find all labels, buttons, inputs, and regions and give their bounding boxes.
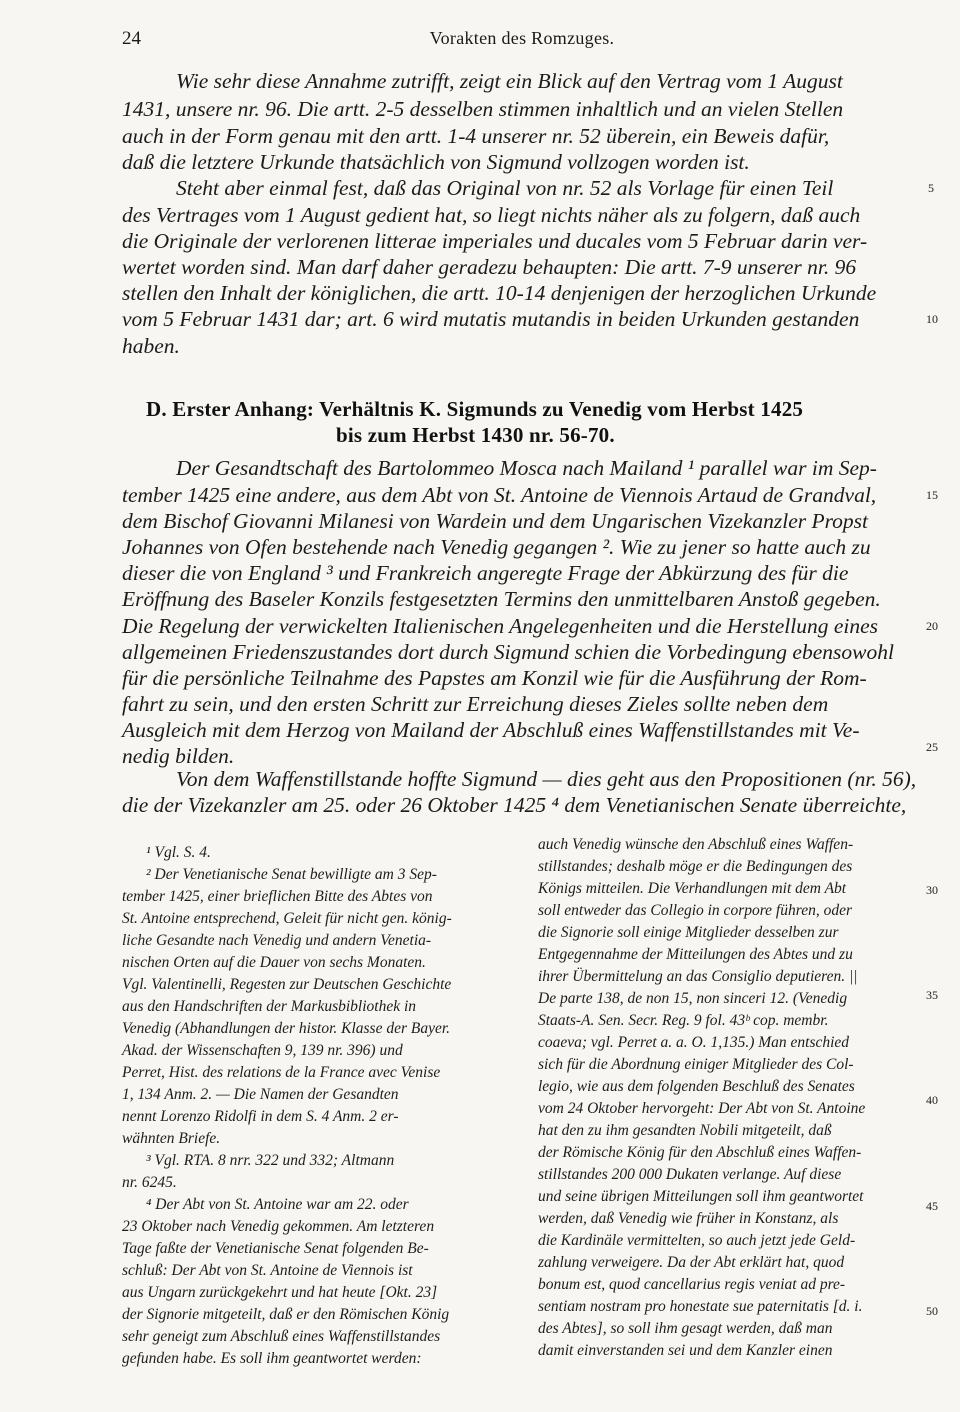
footnote-line: ihrer Übermittelung an das Consiglio deputieren. ||: [538, 968, 858, 985]
footnote-line: bonum est, quod cancellarius regis veniat ad pre-: [538, 1276, 846, 1293]
footnote-line: vom 24 Oktober hervorgeht: Der Abt von St. Antoine: [538, 1100, 866, 1117]
footnote-line: damit einverstanden sei und dem Kanzler einen: [538, 1342, 833, 1359]
text-line: 1431, unsere nr. 96. Die artt. 2-5 desselben stimmen inhaltlich und an vielen Stellen: [122, 97, 844, 121]
footnote-line: der Römische König für den Abschluß eines Waffen-: [538, 1144, 862, 1161]
text-line: Eröffnung des Baseler Konzils festgesetzten Termins den unmittelbaren Anstoß gegeben.: [122, 587, 881, 611]
footnote-line: St. Antoine entsprechend, Geleit für nicht gen. könig-: [122, 910, 452, 927]
footnote-line: soll entweder das Collegio in corpore führen, oder: [538, 902, 852, 919]
footnote-line: der Signorie mitgeteilt, daß er den Römischen König: [122, 1306, 450, 1323]
footnote-line: nischen Orten auf die Dauer von sechs Monaten.: [122, 954, 426, 971]
footnote-line: die Kardinäle vermittelten, so auch jetzt jede Geld-: [538, 1232, 856, 1249]
text-line: allgemeinen Friedenszustandes dort durch Sigmund schien die Vorbedingung ebensowohl: [122, 640, 894, 664]
footnote-line: Königs mitteilen. Die Verhandlungen mit dem Abt: [538, 880, 847, 897]
margin-number: 50: [926, 1304, 938, 1318]
footnote-line: aus den Handschriften der Markusbibliothek in: [122, 998, 417, 1015]
text-line: Von dem Waffenstillstande hoffte Sigmund — dies geht aus den Propositionen (nr. 56),: [176, 767, 917, 791]
footnote-line: Venedig (Abhandlungen der histor. Klasse der Bayer.: [122, 1020, 451, 1037]
footnote-line: sehr geneigt zum Abschluß eines Waffenstillstandes: [122, 1328, 441, 1345]
footnote-line: ¹ Vgl. S. 4.: [146, 844, 211, 861]
text-line: wertet worden sind. Man darf daher geradezu behaupten: Die artt. 7-9 unserer nr. 96: [122, 255, 857, 279]
footnote-line: Vgl. Valentinelli, Regesten zur Deutschen Geschichte: [122, 976, 452, 993]
text-line: des Vertrages vom 1 August gedient hat, so liegt nichts näher als zu folgern, daß auch: [122, 203, 861, 227]
footnote-line: tember 1425, einer brieflichen Bitte des Abtes von: [122, 888, 433, 905]
section-heading-line-1: D. Erster Anhang: Verhältnis K. Sigmunds zu Venedig vom Herbst 1425: [146, 397, 804, 421]
running-head: [122, 28, 922, 52]
text-line: Die Regelung der verwickelten Italienischen Angelegenheiten und die Herstellung eines: [122, 614, 879, 638]
footnote-line: liche Gesandte nach Venedig und andern Venetia-: [122, 932, 432, 949]
text-line: fahrt zu sein, und den ersten Schritt zur Erreichung dieses Zieles sollte neben dem: [122, 692, 829, 716]
footnote-line: Tage faßte der Venetianische Senat folgenden Be-: [122, 1240, 429, 1257]
footnote-line: nr. 6245.: [122, 1174, 177, 1191]
text-line: auch in der Form genau mit den artt. 1-4 unserer nr. 52 überein, ein Beweis dafür,: [122, 124, 830, 148]
text-line: nedig bilden.: [122, 744, 235, 768]
footnote-line: auch Venedig wünsche den Abschluß eines Waffen-: [538, 836, 854, 853]
text-line: daß die letztere Urkunde thatsächlich von Sigmund vollzogen worden ist.: [122, 150, 750, 174]
page-number: 24: [122, 28, 141, 49]
margin-number: 15: [926, 488, 938, 502]
footnote-line: hat den zu ihm gesandten Nobili mitgeteilt, daß: [538, 1122, 832, 1139]
margin-number: 45: [926, 1199, 938, 1213]
footnote-line: coaeva; vgl. Perret a. a. O. 1,135.) Man entschied: [538, 1034, 850, 1051]
margin-number: 25: [926, 740, 938, 754]
footnote-line: die Signorie soll einige Mitglieder desselben zur: [538, 924, 839, 941]
margin-number: 30: [926, 883, 938, 897]
margin-number: 20: [926, 619, 938, 633]
footnote-line: ⁴ Der Abt von St. Antoine war am 22. oder: [146, 1196, 409, 1213]
text-line: Wie sehr diese Annahme zutrifft, zeigt ein Blick auf den Vertrag vom 1 August: [176, 69, 843, 93]
text-line: dem Bischof Giovanni Milanesi von Wardein und dem Ungarischen Vizekanzler Propst: [122, 509, 869, 533]
margin-number: 5: [928, 181, 934, 195]
footnote-line: schluß: Der Abt von St. Antoine de Viennois ist: [122, 1262, 413, 1279]
footnote-line: Akad. der Wissenschaften 9, 139 nr. 396) und: [122, 1042, 403, 1059]
footnote-line: stillstandes 200 000 Dukaten verlange. Auf diese: [538, 1166, 842, 1183]
text-line: tember 1425 eine andere, aus dem Abt von St. Antoine de Viennois Artaud de Grandval,: [122, 483, 877, 507]
footnote-line: ² Der Venetianische Senat bewilligte am 3 Sep-: [146, 866, 437, 883]
margin-number: 35: [926, 988, 938, 1002]
footnote-line: werden, daß Venedig wie früher in Konstanz, als: [538, 1210, 839, 1227]
footnote-line: aus Ungarn zurückgekehrt und hat heute [Okt. 23]: [122, 1284, 438, 1301]
footnote-line: ³ Vgl. RTA. 8 nrr. 322 und 332; Altmann: [146, 1152, 395, 1169]
footnote-line: Entgegennahme der Mitteilungen des Abtes und zu: [538, 946, 853, 963]
footnote-line: Staats-A. Sen. Secr. Reg. 9 fol. 43ᵇ cop. membr.: [538, 1012, 829, 1029]
footnote-line: gefunden habe. Es soll ihm geantwortet werden:: [122, 1350, 422, 1367]
footnote-line: sich für die Abordnung einiger Mitglieder des Col-: [538, 1056, 854, 1073]
footnote-line: 1, 134 Anm. 2. — Die Namen der Gesandten: [122, 1086, 399, 1103]
running-title: Vorakten des Romzuges.: [429, 28, 615, 48]
margin-number: 10: [926, 312, 938, 326]
text-line: die der Vizekanzler am 25. oder 26 Oktober 1425 ⁴ dem Venetianischen Senate überreichte,: [122, 793, 907, 817]
section-heading-line-2: bis zum Herbst 1430 nr. 56-70.: [336, 423, 615, 447]
text-line: haben.: [122, 334, 180, 358]
footnote-line: und seine übrigen Mitteilungen soll ihm geantwortet: [538, 1188, 864, 1205]
footnote-line: sentiam nostram pro honestate sue paternitatis [d. i.: [538, 1298, 863, 1315]
margin-number: 40: [926, 1093, 938, 1107]
text-line: dieser die von England ³ und Frankreich angeregte Frage der Abkürzung des für die: [122, 561, 849, 585]
footnote-line: zahlung verweigere. Da der Abt erklärt hat, quod: [538, 1254, 845, 1271]
footnote-line: wähnten Briefe.: [122, 1130, 221, 1147]
text-line: für die persönliche Teilnahme des Papstes am Konzil wie für die Ausführung der Rom-: [122, 666, 867, 690]
footnote-line: 23 Oktober nach Venedig gekommen. Am letzteren: [122, 1218, 435, 1235]
text-line: vom 5 Februar 1431 dar; art. 6 wird mutatis mutandis in beiden Urkunden gestanden: [122, 307, 860, 331]
text-line: Johannes von Ofen bestehende nach Venedig gegangen ². Wie zu jener so hatte auch zu: [122, 535, 871, 559]
text-line: Der Gesandtschaft des Bartolommeo Mosca nach Mailand ¹ parallel war im Sep-: [176, 456, 877, 480]
footnote-line: Perret, Hist. des relations de la France avec Venise: [122, 1064, 441, 1081]
footnote-line: De parte 138, de non 15, non sinceri 12. (Venedig: [538, 990, 848, 1007]
text-line: die Originale der verlorenen litterae imperiales und ducales vom 5 Februar darin ver-: [122, 229, 868, 253]
footnote-line: stillstandes; deshalb möge er die Bedingungen des: [538, 858, 853, 875]
text-line: Ausgleich mit dem Herzog von Mailand der Abschluß eines Waffenstillstandes mit Ve-: [122, 718, 860, 742]
text-line: stellen den Inhalt der königlichen, die artt. 10-14 denjenigen der herzoglichen Urkunde: [122, 281, 877, 305]
text-line: Steht aber einmal fest, daß das Original von nr. 52 als Vorlage für einen Teil: [176, 176, 834, 200]
footnote-line: nennt Lorenzo Ridolfi in dem S. 4 Anm. 2 er-: [122, 1108, 399, 1125]
footnote-line: legio, wie aus dem folgenden Beschluß des Senates: [538, 1078, 855, 1095]
footnote-line: des Abtes], so soll ihm gesagt werden, daß man: [538, 1320, 833, 1337]
